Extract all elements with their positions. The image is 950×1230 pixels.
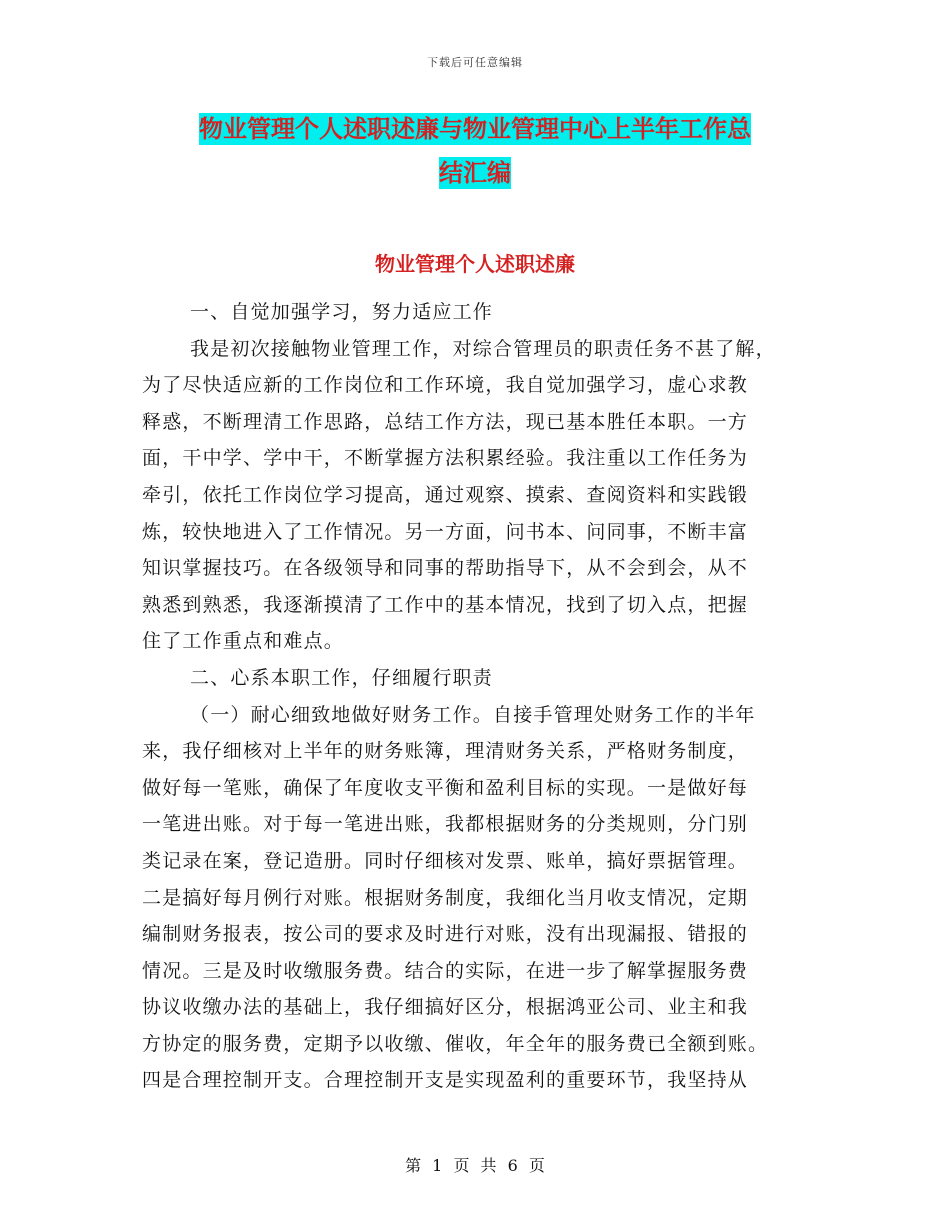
paragraph-line: 面，干中学、学中干，不断掌握方法积累经验。我注重以工作任务为 — [142, 447, 749, 470]
paragraph-line: 协议收缴办法的基础上，我仔细搞好区分，根据鸿亚公司、业主和我 — [142, 996, 749, 1019]
paragraph-line: 释惑，不断理清工作思路，总结工作方法，现已基本胜任本职。一方 — [142, 410, 749, 433]
subheading-2: 二、心系本职工作，仔细履行职责 — [190, 666, 494, 689]
paragraph-line: 炼，较快地进入了工作情况。另一方面，问书本、问同事，不断丰富 — [142, 520, 749, 543]
title-highlight-2: 结汇编 — [439, 159, 511, 187]
section-heading: 物业管理个人述职述廉 — [375, 252, 575, 276]
paragraph-line: 做好每一笔账，确保了年度收支平衡和盈利目标的实现。一是做好每 — [142, 776, 749, 799]
paragraph-line: 知识掌握技巧。在各级领导和同事的帮助指导下，从不会到会，从不 — [142, 557, 749, 580]
paragraph-line: 牵引，依托工作岗位学习提高，通过观察、摸索、查阅资料和实践锻 — [142, 483, 749, 506]
title-highlight-1: 物业管理个人述职述廉与物业管理中心上半年工作总 — [199, 115, 751, 143]
paragraph-line: （一）耐心细致地做好财务工作。自接手管理处财务工作的半年 — [190, 703, 756, 726]
header-note: 下载后可任意编辑 — [427, 56, 523, 69]
paragraph-line: 情况。三是及时收缴服务费。结合的实际，在进一步了解掌握服务费 — [142, 959, 749, 982]
paragraph-line: 来，我仔细核对上半年的财务账簿，理清财务关系，严格财务制度， — [142, 740, 749, 763]
paragraph-line: 住了工作重点和难点。 — [142, 630, 345, 653]
paragraph-line: 我是初次接触物业管理工作，对综合管理员的职责任务不甚了解， — [190, 337, 776, 360]
document-title-line-2 — [0, 158, 950, 188]
paragraph-line: 编制财务报表，按公司的要求及时进行对账，没有出现漏报、错报的 — [142, 923, 749, 946]
document-title-line-1 — [0, 114, 950, 144]
body-text — [142, 294, 812, 1099]
page-footer: 第 1 页 共 6 页 — [405, 1156, 545, 1175]
paragraph-line: 熟悉到熟悉，我逐渐摸清了工作中的基本情况，找到了切入点，把握 — [142, 593, 749, 616]
paragraph-line: 四是合理控制开支。合理控制开支是实现盈利的重要环节，我坚持从 — [142, 1069, 749, 1092]
paragraph-line: 为了尽快适应新的工作岗位和工作环境，我自觉加强学习，虚心求教 — [142, 374, 749, 397]
paragraph-line: 二是搞好每月例行对账。根据财务制度，我细化当月收支情况，定期 — [142, 886, 749, 909]
subheading-1: 一、自觉加强学习，努力适应工作 — [190, 301, 494, 323]
paragraph-line: 一笔进出账。对于每一笔进出账，我都根据财务的分类规则，分门别 — [142, 813, 749, 836]
paragraph-line: 方协定的服务费，定期予以收缴、催收，年全年的服务费已全额到账。 — [142, 1032, 769, 1055]
paragraph-line: 类记录在案，登记造册。同时仔细核对发票、账单，搞好票据管理。 — [142, 849, 749, 872]
